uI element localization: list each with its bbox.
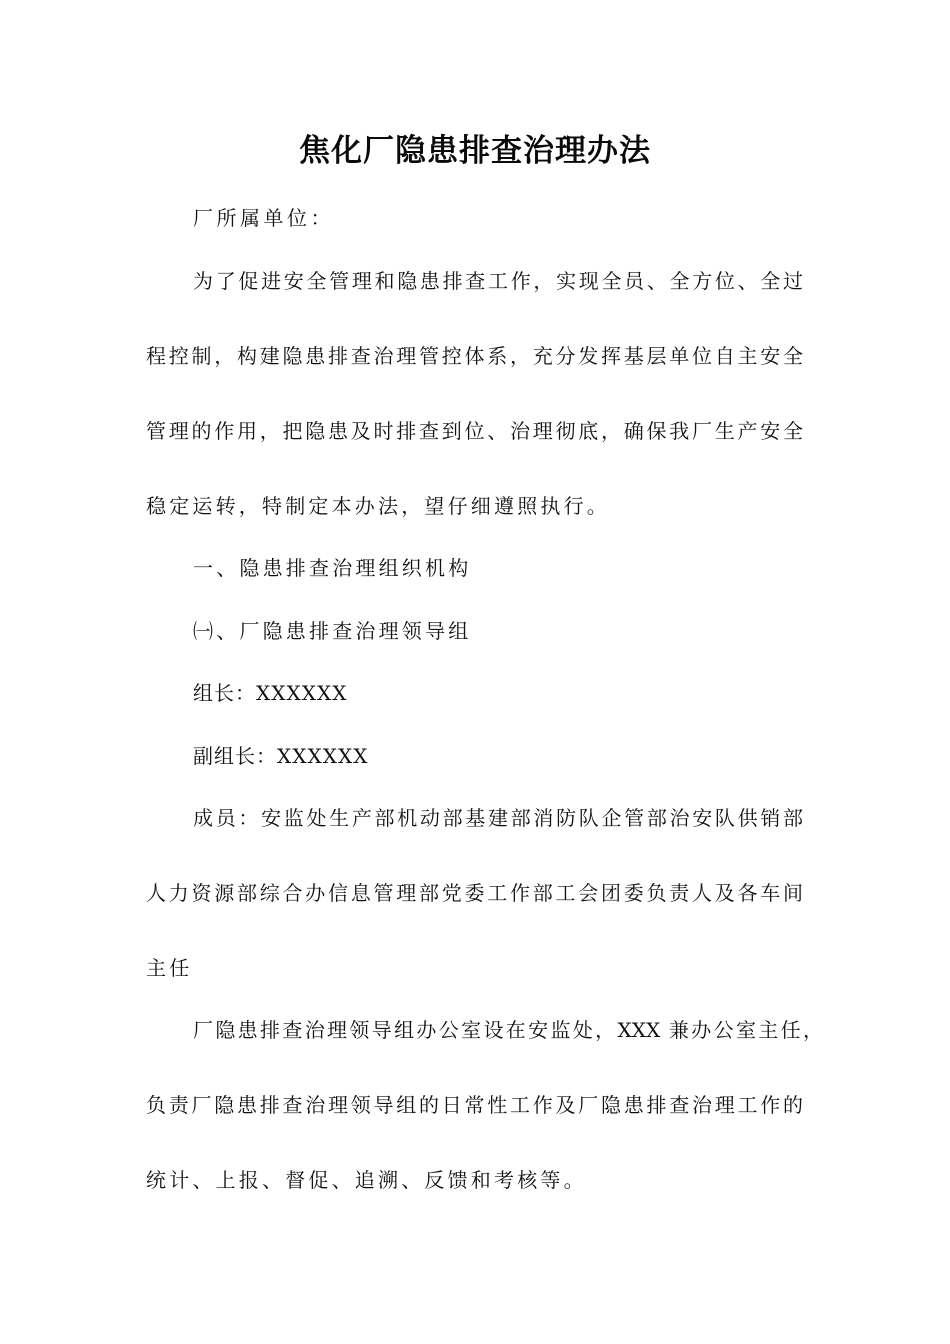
salutation-line: 厂所属单位： [193, 206, 334, 230]
paragraph-line: 统计、上报、督促、追溯、反馈和考核等。 [146, 1168, 587, 1192]
members-line: 主任 [146, 956, 193, 980]
paragraph-line: 负责厂隐患排查治理领导组的日常性工作及厂隐患排查治理工作的 [146, 1093, 803, 1117]
deputy-leader-line: 副组长：XXXXXX [193, 744, 369, 768]
paragraph-line: 程控制，构建隐患排查治理管控体系，充分发挥基层单位自主安全 [146, 344, 803, 368]
members-line: 成员：安监处生产部机动部基建部消防队企管部治安队供销部 [193, 806, 803, 830]
paragraph-line: 稳定运转，特制定本办法，望仔细遵照执行。 [146, 494, 610, 518]
subsection-heading: ㈠、厂隐患排查治理领导组 [193, 619, 472, 643]
paragraph-line: 管理的作用，把隐患及时排查到位、治理彻底，确保我厂生产安全 [146, 419, 803, 443]
document-title: 焦化厂隐患排查治理办法 [299, 133, 651, 169]
leader-line: 组长：XXXXXX [193, 681, 348, 705]
paragraph-line: 为了促进安全管理和隐患排查工作，实现全员、全方位、全过 [193, 269, 803, 293]
section-heading: 一、隐患排查治理组织机构 [193, 556, 472, 580]
paragraph-line: 厂隐患排查治理领导组办公室设在安监处，XXX 兼办公室主任， [193, 1018, 823, 1042]
members-line: 人力资源部综合办信息管理部党委工作部工会团委负责人及各车间 [146, 881, 803, 905]
